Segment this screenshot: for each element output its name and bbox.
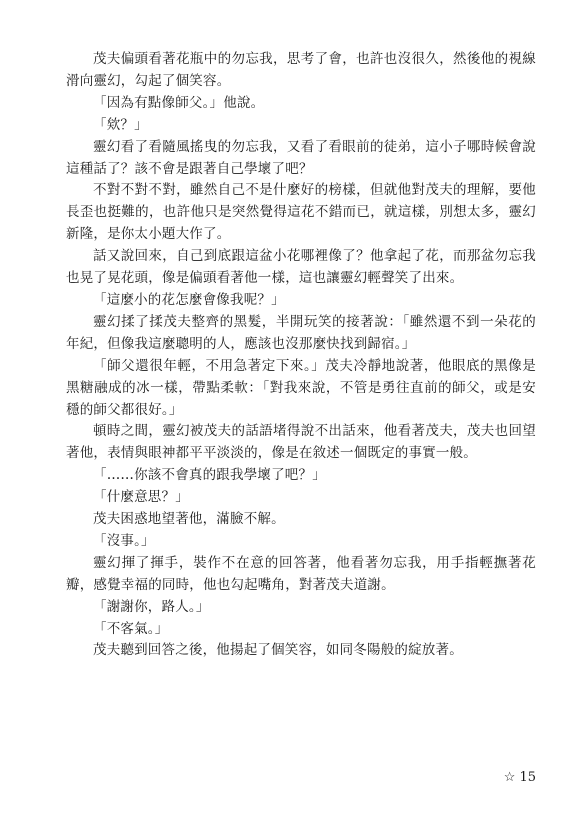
paragraph: 「欸？」 [93, 116, 148, 133]
paragraph: 「因為有點像師父。」他說。 [93, 94, 265, 111]
paragraph: 茂夫偏頭看著花瓶中的勿忘我，思考了會，也許也沒很久，然後他的視線滑向靈幻，勾起了個笑容。 [66, 51, 536, 89]
paragraph: 「師父還很年輕，不用急著定下來。」茂夫冷靜地說著，他眼底的黑像是黑糖融成的冰一樣，帶點柔軟：「對我來說，不管是勇往直前的師父，或是安穩的師父都很好。」 [66, 357, 536, 418]
paragraph: 茂夫聽到回答之後，他揚起了個笑容，如同冬陽般的綻放著。 [93, 642, 463, 659]
paragraph: 「什麼意思？」 [93, 489, 189, 506]
paragraph: 靈幻揉了揉茂夫整齊的黑髮，半開玩笑的接著說：「雖然還不到一朵花的年紀，但像我這麼聰明的人，應該也沒那麼快找到歸宿。」 [66, 313, 536, 352]
page-footer [504, 770, 536, 785]
paragraph: 「沒事。」 [93, 532, 155, 549]
paragraph: 「謝謝你，路人。」 [93, 598, 210, 615]
star-icon: ☆ [503, 770, 516, 785]
paragraph: 茂夫困惑地望著他，滿臉不解。 [93, 511, 285, 528]
page-number: 15 [519, 770, 536, 785]
story-body [66, 49, 536, 662]
paragraph: 話又說回來，自己到底跟這盆小花哪裡像了？他拿起了花，而那盆勿忘我也晃了晃花頭，像是偏頭看著他一樣，這也讓靈幻輕聲笑了出來。 [66, 248, 536, 287]
paragraph: 「……你該不會真的跟我學壞了吧？」 [93, 467, 326, 484]
paragraph: 不對不對不對，雖然自己不是什麼好的榜樣，但就他對茂夫的理解，要他長歪也挺難的，也許他只是突然覺得這花不錯而已，就這樣，別想太多，靈幻新隆，是你太小題大作了。 [66, 182, 536, 243]
paragraph: 靈幻揮了揮手，裝作不在意的回答著，他看著勿忘我，用手指輕撫著花瓣，感覺幸福的同時，他也勾起嘴角，對著茂夫道謝。 [66, 554, 536, 593]
paragraph: 頓時之間，靈幻被茂夫的話語堵得說不出話來，他看著茂夫，茂夫也回望著他，表情與眼神都平平淡淡的，像是在敘述一個既定的事實一般。 [66, 423, 536, 462]
paragraph: 靈幻看了看隨風搖曳的勿忘我，又看了看眼前的徒弟，這小子哪時候會說這種話了？該不會是跟著自己學壞了吧？ [66, 138, 536, 177]
paragraph: 「這麼小的花怎麼會像我呢？」 [93, 291, 285, 308]
paragraph: 「不客氣。」 [93, 620, 169, 637]
